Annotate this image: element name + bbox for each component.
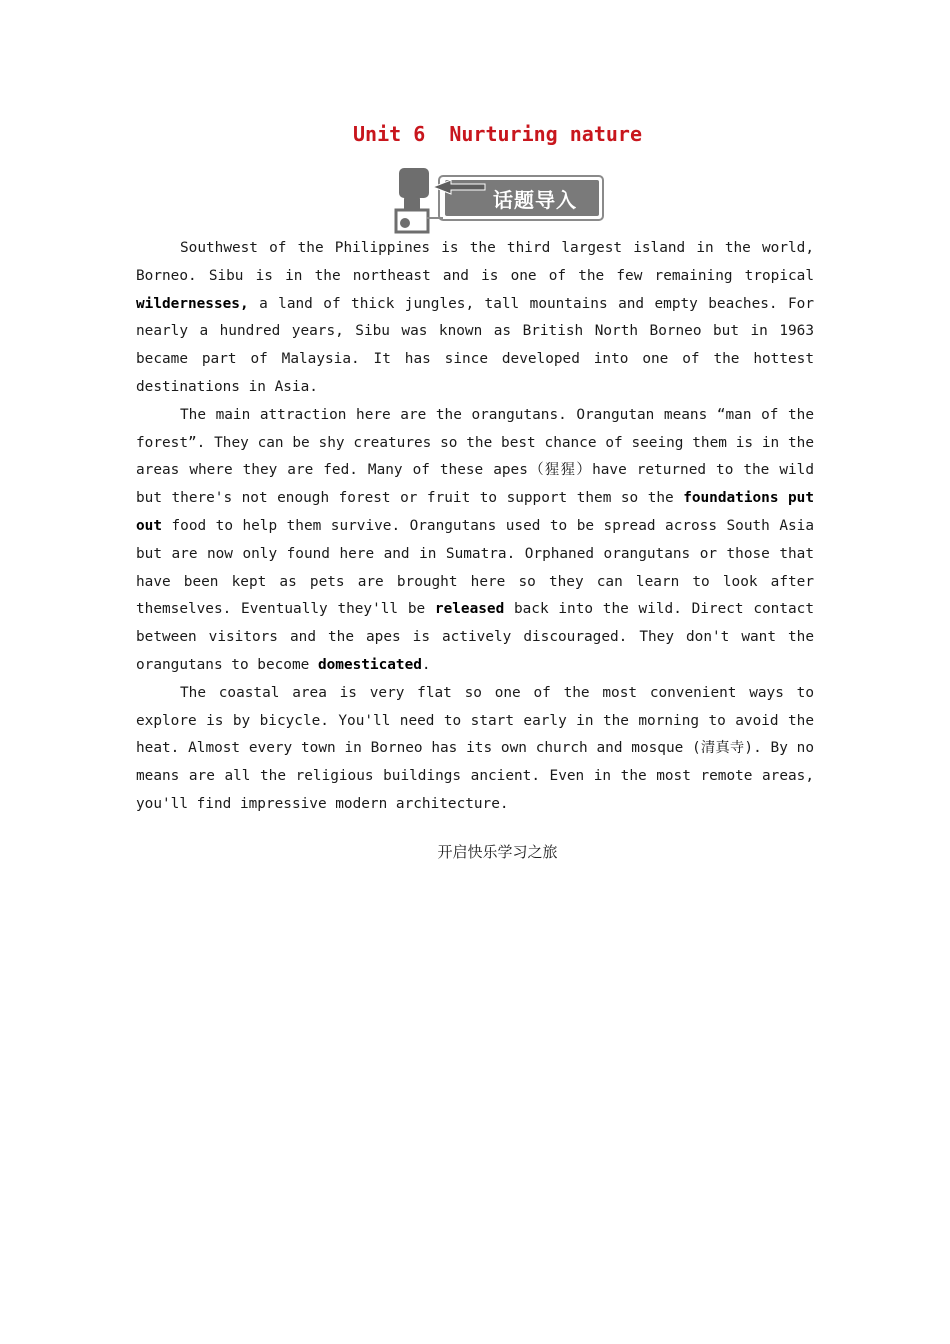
text-run: a land of thick jungles, tall mountains and empty beaches. For nearly a hundred years, Sibu was known as British North Borneo but in 1963 became part of Malaysia. It has since developed into one of the hottest destinations in Asia. <box>136 295 814 395</box>
paragraph-1 <box>136 235 814 402</box>
text-run: back into the wild. Direct contact between visitors and the apes is actively discouraged. They don't want the orangutans to become <box>136 601 814 673</box>
highlighted-term: released <box>434 601 505 618</box>
text-run: The coastal area is very flat so one of the most convenient ways to explore is by bicycle. You'll need to start early in the morning to avoid the heat. Almost every town in Borneo has its own church and mosque (清真寺). By no means are all the religious buildings ancient. Even in the most remote areas, you'll find impressive modern architecture. <box>136 684 814 812</box>
text-run: food to help them survive. Orangutans used to be spread across South Asia but are now only found here and in Sumatra. Orphaned orangutans or those that have been kept as pets are brought here so they can learn to look after themselves. Eventually they'll be <box>136 517 814 618</box>
highlighted-term: wildernesses, <box>136 295 249 312</box>
banner-label: 话题导入 <box>493 188 577 212</box>
footer-slogan: 开启快乐学习之旅 <box>437 843 558 861</box>
text-run: Southwest of the Philippines is the third largest island in the world, Borneo. Sibu is in the northeast and is one of the few remaining tropical <box>136 240 814 284</box>
paragraph-3 <box>136 680 814 819</box>
article-body <box>136 235 814 819</box>
text-run: The main attraction here are the orangutans. Orangutan means “man of the forest”. They can be shy creatures so the best chance of seeing them is in the areas where they are fed. Many of these apes（猩猩）have returned to the wild but there's not enough forest or fruit to support them so the <box>136 406 814 507</box>
text-run: . <box>421 656 431 673</box>
unit-title: Unit 6 Nurturing nature <box>353 122 642 146</box>
topic-intro-banner <box>393 166 605 234</box>
highlighted-term: domesticated <box>317 656 422 673</box>
paragraph-2 <box>136 402 814 680</box>
highlighted-term: foundations put out <box>136 490 814 534</box>
